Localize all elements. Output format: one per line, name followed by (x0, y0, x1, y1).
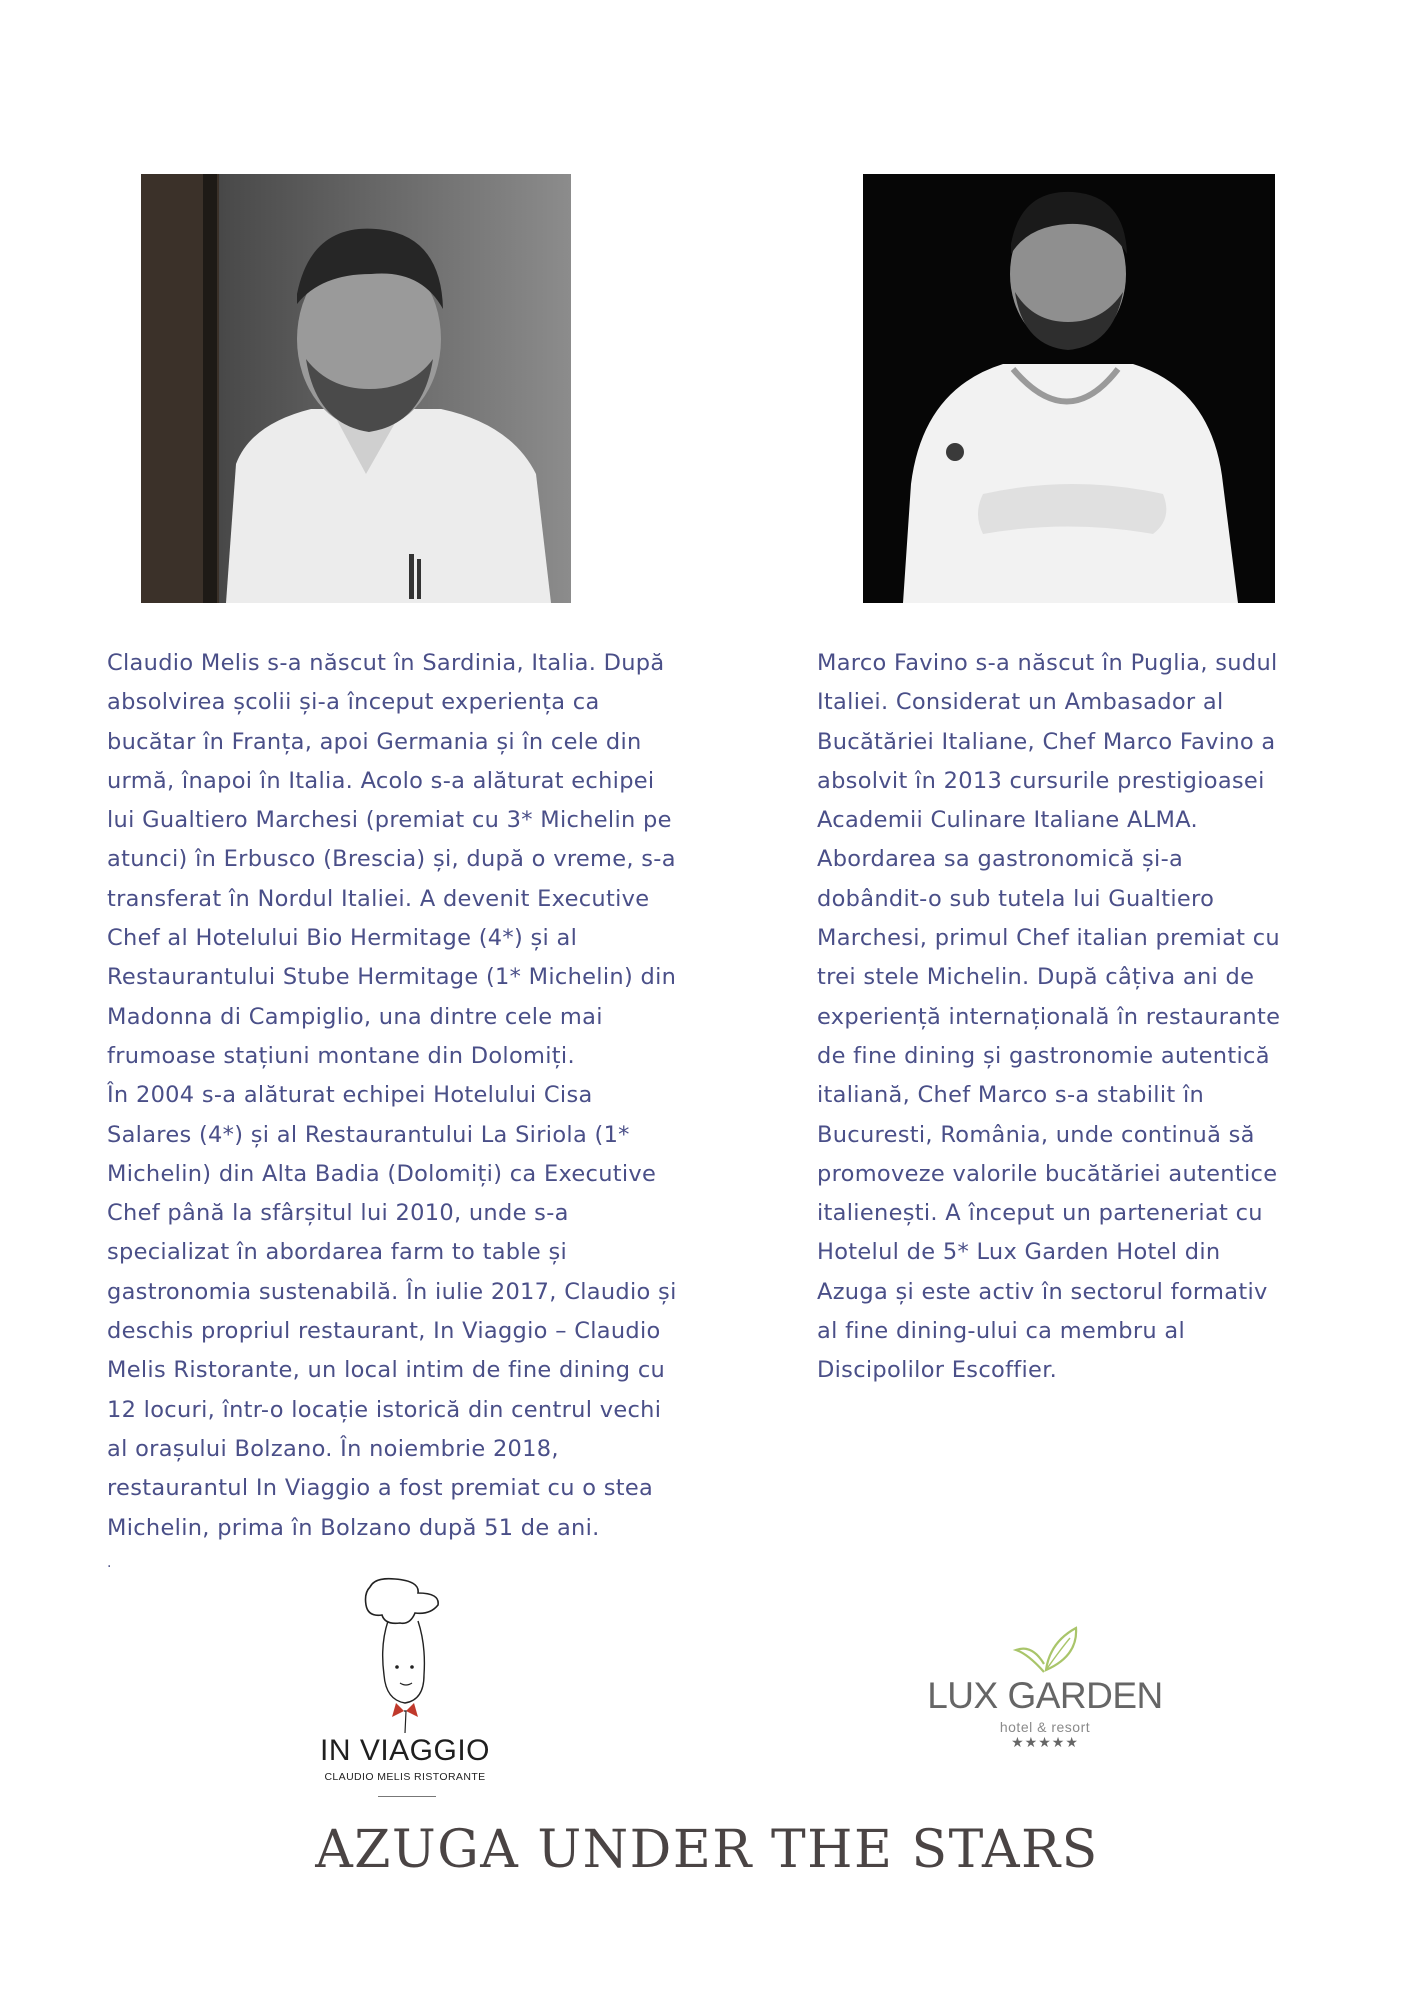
bio-line: experiență internațională în restaurante (817, 1003, 1281, 1030)
in-viaggio-name: IN VIAGGIO (319, 1734, 491, 1767)
lux-garden-logo (920, 1620, 1170, 1760)
bio-line: Hotelul de 5* Lux Garden Hotel din (817, 1239, 1221, 1266)
bio-line: de fine dining și gastronomie autentică (817, 1042, 1270, 1069)
bio-line: gastronomia sustenabilă. În iulie 2017, Claudio și (107, 1278, 677, 1305)
bio-line: frumoase stațiuni montane din Dolomiți. (107, 1042, 575, 1069)
bio-line: italienești. A început un parteneriat cu (817, 1200, 1263, 1227)
bio-line: bucătar în Franța, apoi Germania și în cele din (107, 728, 642, 755)
bio-line: absolvirea școlii și-a început experiența ca (107, 689, 600, 716)
chef-claudio-melis-photo (141, 174, 571, 603)
bio-line: italiană, Chef Marco s-a stabilit în (817, 1082, 1205, 1109)
lux-garden-name: LUX GARDEN (927, 1675, 1163, 1716)
claudio-melis-bio (107, 644, 727, 1548)
marco-favino-bio (817, 644, 1337, 1391)
logo-divider (378, 1796, 436, 1797)
stray-period: . (107, 1555, 112, 1571)
bio-line: Bucuresti, România, unde continuă să (817, 1121, 1255, 1148)
bio-line: al orașului Bolzano. În noiembrie 2018, (107, 1435, 559, 1462)
bio-line: al fine dining-ului ca membru al (817, 1318, 1186, 1345)
bio-line: absolvit în 2013 cursurile prestigioasei (817, 767, 1265, 794)
bio-line: Michelin) din Alta Badia (Dolomiți) ca Executive (107, 1160, 657, 1187)
bio-line: trei stele Michelin. După câțiva ani de (817, 964, 1255, 991)
chef-sketch-icon (300, 1575, 510, 1735)
bio-line: Salares (4*) și al Restaurantului La Siriola (1* (107, 1121, 630, 1148)
bio-line: Madonna di Campiglio, una dintre cele mai (107, 1003, 603, 1030)
bio-line: restaurantul In Viaggio a fost premiat cu o stea (107, 1475, 654, 1502)
bio-line: Michelin, prima în Bolzano după 51 de ani. (107, 1514, 600, 1541)
bio-line: specializat în abordarea farm to table și (107, 1239, 568, 1266)
five-stars-rating: ★★★★★ (1011, 1735, 1079, 1751)
bio-line: 12 locuri, într-o locație istorică din centrul vechi (107, 1396, 662, 1423)
bio-line: Marco Favino s-a născut în Puglia, sudul (817, 650, 1278, 676)
bio-line: Azuga și este activ în sectorul formativ (817, 1278, 1268, 1305)
bio-line: Discipolilor Escoffier. (817, 1357, 1058, 1384)
bio-line: Chef până la sfârșitul lui 2010, unde s-a (107, 1200, 569, 1227)
leaf-icon (920, 1620, 1170, 1676)
bio-line: Italiei. Considerat un Ambasador al (817, 689, 1224, 716)
in-viaggio-logo (300, 1575, 510, 1805)
chef-marco-favino-photo (863, 174, 1275, 603)
bio-line: Marchesi, primul Chef italian premiat cu (817, 925, 1280, 952)
bio-line: atunci) în Erbusco (Brescia) și, după o vreme, s-a (107, 846, 676, 873)
bio-line: Academii Culinare Italiane ALMA. (817, 807, 1199, 834)
in-viaggio-subtitle: CLAUDIO MELIS RISTORANTE (324, 1771, 486, 1783)
bio-line: transferat în Nordul Italiei. A devenit Executive (107, 885, 650, 912)
bio-line: dobândit-o sub tutela lui Gualtiero (817, 885, 1215, 912)
bio-line: Abordarea sa gastronomică și-a (817, 846, 1184, 873)
lux-garden-subtitle: hotel & resort (999, 1719, 1091, 1735)
bio-line: lui Gualtiero Marchesi (premiat cu 3* Michelin pe (107, 807, 672, 834)
bio-line: deschis propriul restaurant, In Viaggio – Claudio (107, 1318, 661, 1345)
bio-line: Melis Ristorante, un local intim de fine dining cu (107, 1357, 666, 1384)
event-title: AZUGA UNDER THE STARS (315, 1820, 1099, 1880)
bio-line: Chef al Hotelului Bio Hermitage (4*) și al (107, 925, 578, 952)
bio-line: urmă, înapoi în Italia. Acolo s-a alăturat echipei (107, 767, 655, 794)
bio-line: Claudio Melis s-a născut în Sardinia, Italia. După (107, 650, 665, 676)
bio-line: promoveze valorile bucătăriei autentice (817, 1160, 1278, 1187)
bio-line: În 2004 s-a alăturat echipei Hotelului Cisa (107, 1082, 593, 1109)
bio-line: Bucătăriei Italiane, Chef Marco Favino a (817, 728, 1276, 755)
bio-line: Restaurantului Stube Hermitage (1* Michelin) din (107, 964, 677, 991)
